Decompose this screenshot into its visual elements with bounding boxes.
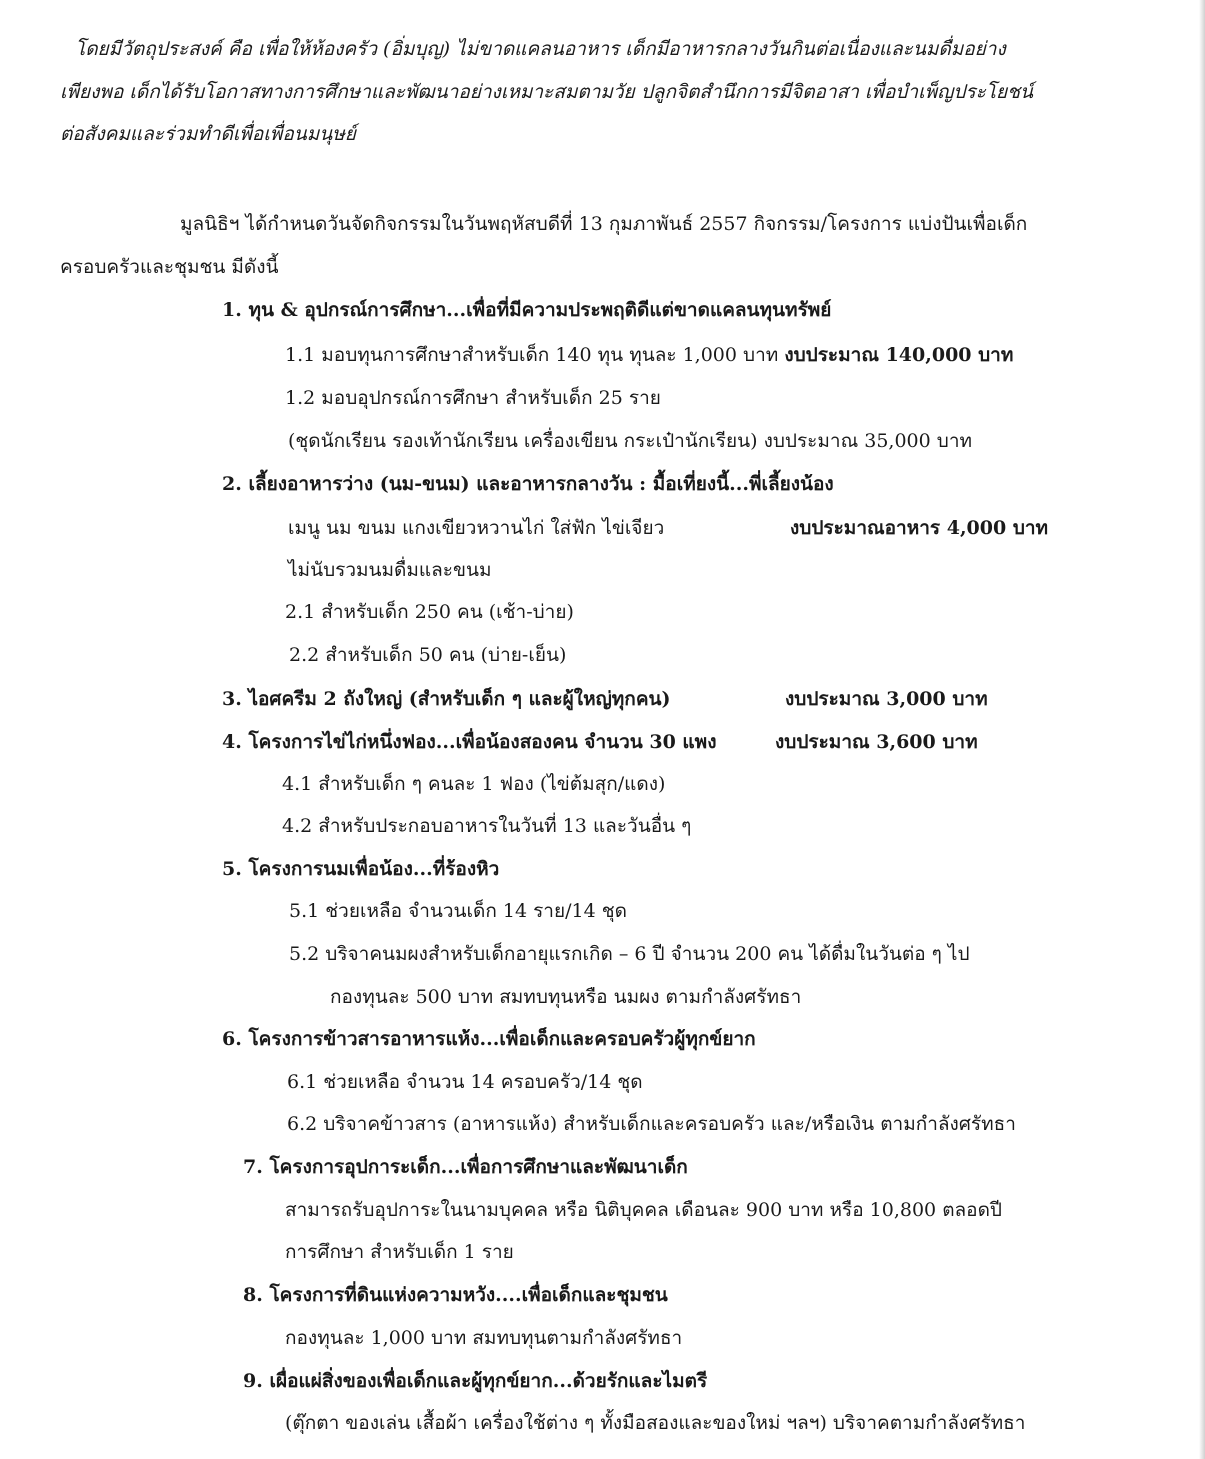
item-4-1: 4.1 สำหรับเด็ก ๆ คนละ 1 ฟอง (ไข่ต้มสุก/แดง) — [282, 773, 666, 795]
item-3-heading: 3. ไอศครีม 2 ถังใหญ่ (สำหรับเด็ก ๆ และผู้ใหญ่ทุกคน) — [222, 688, 671, 710]
item-4-2: 4.2 สำหรับประกอบอาหารในวันที่ 13 และวันอื่น ๆ — [282, 815, 692, 837]
item-7-detail-2: การศึกษา สำหรับเด็ก 1 ราย — [285, 1241, 514, 1263]
item-1-1-budget: งบประมาณ 140,000 บาท — [784, 344, 1014, 366]
item-5-heading: 5. โครงการนมเพื่อน้อง...ที่ร้องหิว — [222, 858, 500, 880]
item-2-1: 2.1 สำหรับเด็ก 250 คน (เช้า-บ่าย) — [285, 601, 574, 623]
item-9-detail: (ตุ๊กตา ของเล่น เสื้อผ้า เครื่องใช้ต่าง ๆ ทั้งมือสองและของใหม่ ฯลฯ) บริจาคตามกำลังศรัทธา — [285, 1412, 1026, 1434]
item-7-heading: 7. โครงการอุปการะเด็ก...เพื่อการศึกษาและพัฒนาเด็ก — [243, 1156, 688, 1178]
intro-line-2: เพียงพอ เด็กได้รับโอกาสทางการศึกษาและพัฒนาอย่างเหมาะสมตามวัย ปลูกจิตสำนึกการมีจิตอาสา เพื่อบำเพ็ญประโยชน์ — [60, 81, 1033, 103]
item-4-heading: 4. โครงการไข่ไก่หนึ่งฟอง...เพื่อน้องสองคน จำนวน 30 แพง — [222, 731, 717, 753]
item-8-heading: 8. โครงการที่ดินแห่งความหวัง....เพื่อเด็กและชุมชน — [243, 1284, 668, 1306]
item-4-budget: งบประมาณ 3,600 บาท — [775, 731, 978, 753]
activity-paragraph-line-2: ครอบครัวและชุมชน มีดังนี้ — [60, 256, 279, 278]
item-7-detail-1: สามารถรับอุปการะในนามบุคคล หรือ นิติบุคคล เดือนละ 900 บาท หรือ 10,800 ตลอดปี — [285, 1199, 1002, 1221]
item-6-2: 6.2 บริจาคข้าวสาร (อาหารแห้ง) สำหรับเด็กและครอบครัว และ/หรือเงิน ตามกำลังศรัทธา — [287, 1113, 1016, 1135]
item-2-note: ไม่นับรวมนมดื่มและขนม — [288, 559, 492, 581]
item-8-detail: กองทุนละ 1,000 บาท สมทบทุนตามกำลังศรัทธา — [285, 1327, 683, 1349]
item-2-menu: เมนู นม ขนม แกงเขียวหวานไก่ ใส่ฟัก ไข่เจียว — [288, 517, 665, 539]
item-5-2-detail: กองทุนละ 500 บาท สมทบทุนหรือ นมผง ตามกำลังศรัทธา — [330, 986, 802, 1008]
item-1-heading: 1. ทุน & อุปกรณ์การศึกษา...เพื่อที่มีความประพฤติดีแต่ขาดแคลนทุนทรัพย์ — [222, 299, 832, 321]
item-3-budget: งบประมาณ 3,000 บาท — [785, 688, 988, 710]
item-9-heading: 9. เผื่อแผ่สิ่งของเพื่อเด็กและผู้ทุกข์ยาก...ด้วยรักและไมตรี — [243, 1370, 708, 1392]
item-5-1: 5.1 ช่วยเหลือ จำนวนเด็ก 14 ราย/14 ชุด — [289, 900, 627, 922]
scan-edge — [1199, 0, 1205, 1459]
item-6-1: 6.1 ช่วยเหลือ จำนวน 14 ครอบครัว/14 ชุด — [287, 1071, 643, 1093]
item-2-2: 2.2 สำหรับเด็ก 50 คน (บ่าย-เย็น) — [289, 644, 567, 666]
item-1-2-detail: (ชุดนักเรียน รองเท้านักเรียน เครื่องเขียน กระเป๋านักเรียน) งบประมาณ 35,000 บาท — [288, 430, 973, 452]
intro-line-3: ต่อสังคมและร่วมทำดีเพื่อเพื่อนมนุษย์ — [60, 123, 356, 145]
item-1-2: 1.2 มอบอุปกรณ์การศึกษา สำหรับเด็ก 25 ราย — [285, 387, 661, 409]
activity-paragraph-line-1: มูลนิธิฯ ได้กำหนดวันจัดกิจกรรมในวันพฤหัสบดีที่ 13 กุมภาพันธ์ 2557 กิจกรรม/โครงการ แบ่งปันเพื่อเด็ก — [180, 213, 1028, 235]
item-1-1 — [285, 342, 1013, 368]
item-1-1-text: 1.1 มอบทุนการศึกษาสำหรับเด็ก 140 ทุน ทุนละ 1,000 บาท — [285, 344, 785, 366]
item-2-budget: งบประมาณอาหาร 4,000 บาท — [790, 517, 1049, 539]
intro-line-1: โดยมีวัตถุประสงค์ คือ เพื่อให้ห้องครัว (อิ่มบุญ) ไม่ขาดแคลนอาหาร เด็กมีอาหารกลางวันกินต่อเนื่องและนมดื่มอย่าง — [75, 38, 1006, 60]
item-2-heading: 2. เลี้ยงอาหารว่าง (นม-ขนม) และอาหารกลางวัน : มื้อเที่ยงนี้...พี่เลี้ยงน้อง — [222, 473, 834, 495]
item-6-heading: 6. โครงการข้าวสารอาหารแห้ง...เพื่อเด็กและครอบครัวผู้ทุกข์ยาก — [222, 1028, 756, 1050]
item-5-2: 5.2 บริจาคนมผงสำหรับเด็กอายุแรกเกิด – 6 ปี จำนวน 200 คน ได้ดื่มในวันต่อ ๆ ไป — [289, 943, 970, 965]
